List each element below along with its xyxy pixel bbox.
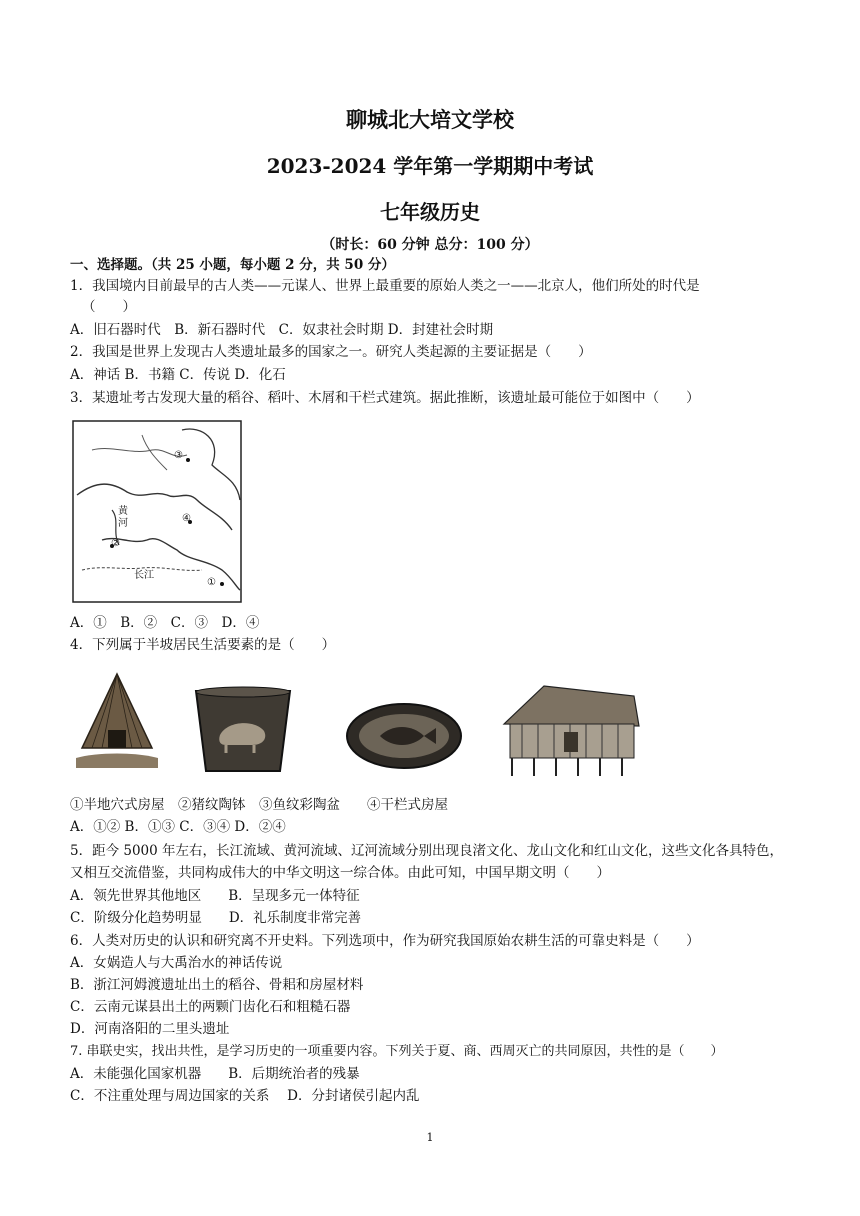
question-6-option-c: C．云南元谋县出土的两颗门齿化石和粗糙石器 (70, 999, 351, 1015)
question-4-stem: 4．下列属于半坡居民生活要素的是（ ） (70, 637, 336, 653)
archaeological-site-map (72, 420, 242, 603)
exam-meta: （时长：60 分钟 总分：100 分） (321, 237, 539, 253)
subject-title: 七年级历史 (380, 200, 480, 224)
map-marker-1: ① (207, 577, 216, 588)
pig-pattern-bowl-image (192, 683, 294, 778)
question-7-stem: 7. 串联史实，找出共性，是学习历史的一项重要内容。下列关于夏、商、西周灭亡的共同原因，共性的是（ ） (70, 1044, 724, 1059)
question-7-options-1: A．未能强化国家机器 B．后期统治者的残暴 (70, 1066, 360, 1082)
question-2-stem: 2．我国是世界上发现古人类遗址最多的国家之一。研究人类起源的主要证据是（ ） (70, 344, 592, 360)
question-2-options: A．神话 B．书籍 C．传说 D．化石 (70, 367, 286, 383)
question-3-options: A．① B．② C．③ D．④ (70, 615, 260, 631)
school-name: 聊城北大培文学校 (346, 107, 514, 132)
question-1-stem-cont: （ ） (82, 299, 136, 315)
map-marker-4: ④ (182, 513, 191, 524)
stilt-house-image (494, 680, 644, 780)
question-6-stem: 6．人类对历史的认识和研究离不开史料。下列选项中，作为研究我国原始农耕生活的可靠史料是（ ） (70, 933, 700, 949)
section-heading: 一、选择题。（共 25 小题，每小题 2 分，共 50 分） (70, 257, 395, 273)
exam-title: 2023-2024 学年第一学期期中考试 (266, 154, 594, 178)
question-4-captions: ①半地穴式房屋 ②猪纹陶钵 ③鱼纹彩陶盆 ④干栏式房屋 (70, 797, 448, 813)
question-6-option-a: A．女娲造人与大禹治水的神话传说 (70, 955, 283, 971)
question-5-stem: 5．距今 5000 年左右，长江流域、黄河流域、辽河流域分别出现良渚文化、龙山文化和红山文化，这些文化各具特色，又相互交流借鉴，共同构成伟大的中华文明这一综合体。由此可知，中国早期文明（ ） (70, 843, 784, 881)
page-number: 1 (426, 1131, 434, 1144)
map-label-he: 河 (118, 518, 128, 529)
question-5-options-2: C．阶级分化趋势明显 D．礼乐制度非常完善 (70, 910, 362, 926)
question-3-stem: 3．某遗址考古发现大量的稻谷、稻叶、木屑和干栏式建筑。据此推断，该遗址最可能位于如图中（ ） (70, 390, 700, 406)
question-4-options: A．①② B．①③ C．③④ D．②④ (70, 819, 286, 835)
question-6-option-b: B．浙江河姆渡遗址出土的稻谷、骨耜和房屋材料 (70, 977, 364, 993)
map-label-yangtze: 长江 (134, 570, 154, 581)
map-label-huang: 黄 (118, 506, 128, 517)
question-6-option-d: D．河南洛阳的二里头遗址 (70, 1021, 230, 1037)
map-marker-2: ② (111, 538, 120, 549)
question-1-options: A．旧石器时代 B．新石器时代 C．奴隶社会时期 D．封建社会时期 (70, 322, 494, 338)
fish-pattern-basin-image (344, 700, 464, 772)
map-marker-3: ③ (174, 450, 183, 461)
question-5-options-1: A．领先世界其他地区 B．呈现多元一体特征 (70, 888, 360, 904)
semi-subterranean-house-image (72, 668, 162, 780)
question-7-options-2: C．不注重处理与周边国家的关系 D．分封诸侯引起内乱 (70, 1088, 420, 1104)
question-1-stem: 1．我国境内目前最早的古人类——元谋人、世界上最重要的原始人类之一——北京人，他们所处的时代是 (70, 278, 700, 294)
